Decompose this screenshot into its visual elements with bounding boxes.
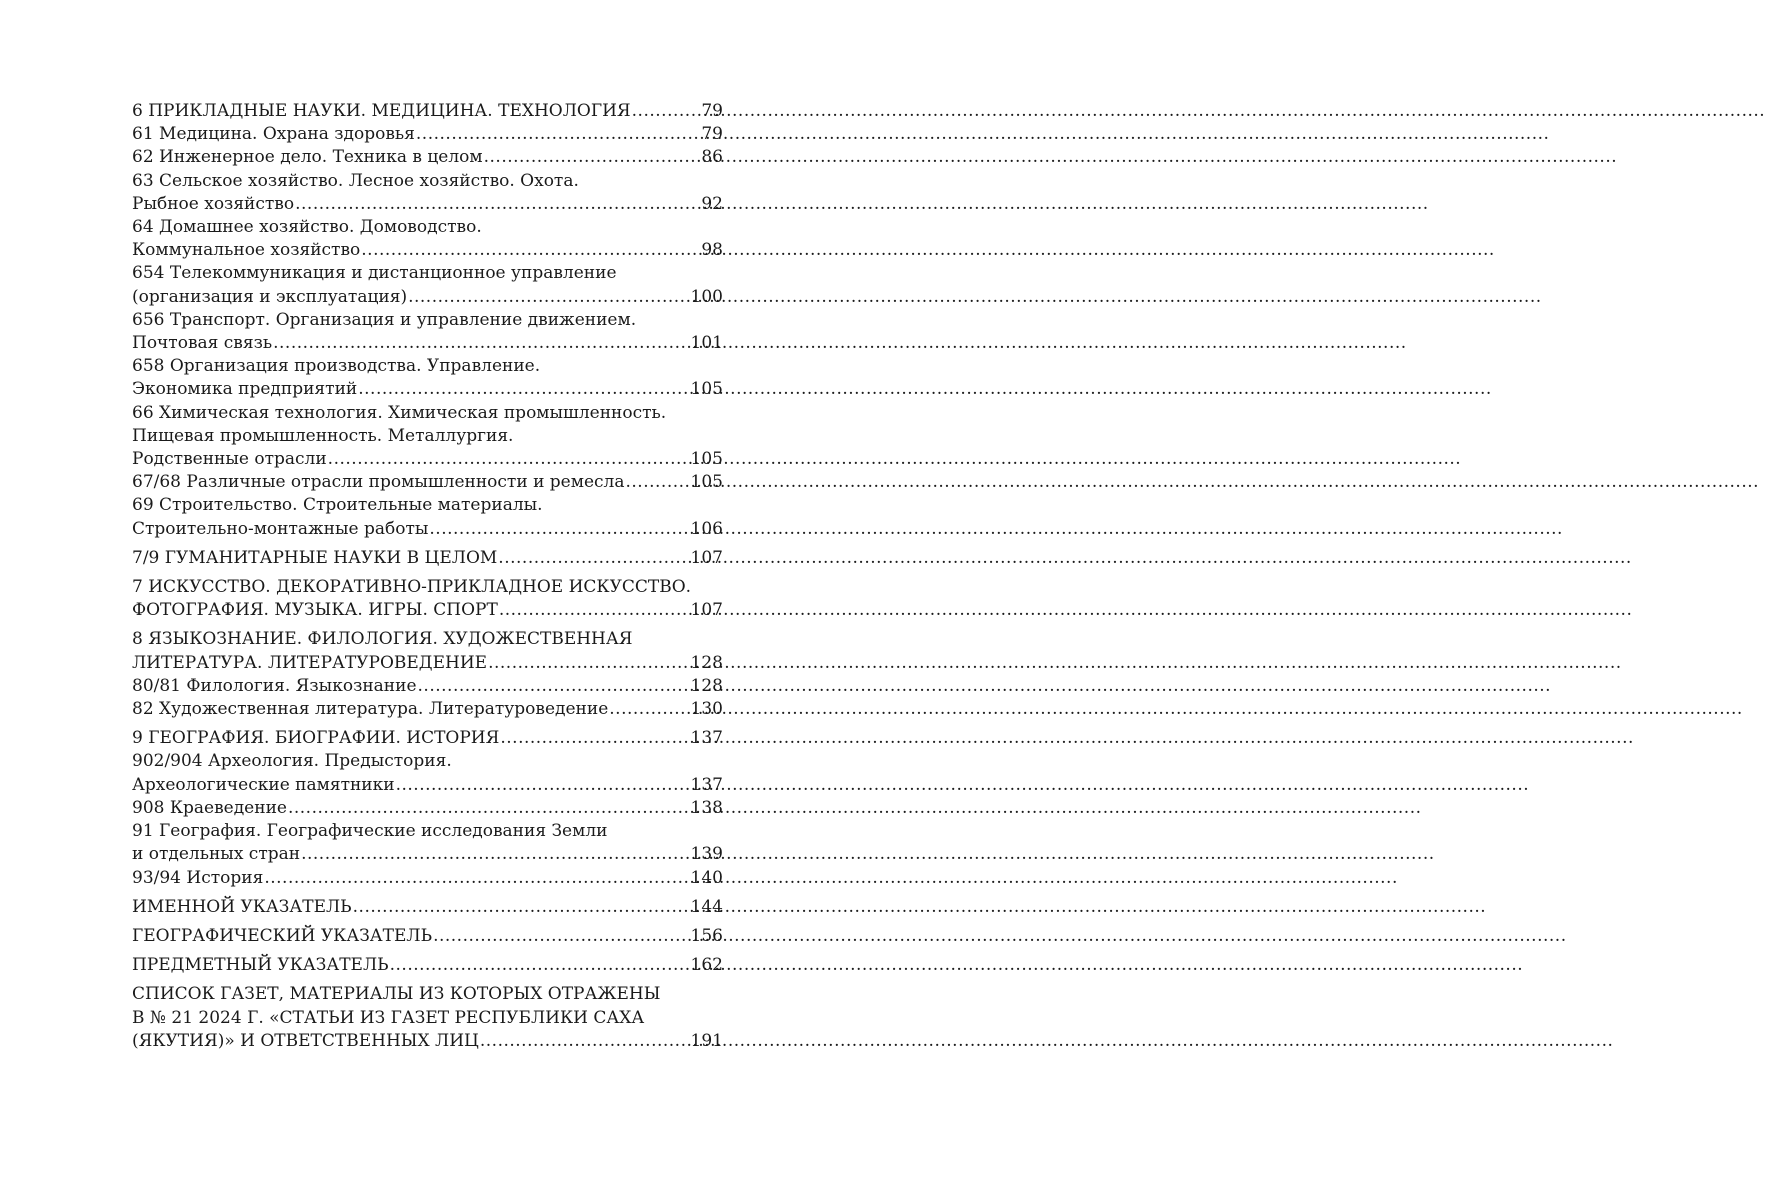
toc-page-number: 79 (701, 101, 723, 121)
toc-entry-line: 69 Строительство. Строительные материалы. (132, 495, 543, 516)
toc-page-number: 107 (690, 547, 723, 568)
toc-entry-line: 63 Сельское хозяйство. Лесное хозяйство. Охота. (132, 170, 579, 191)
toc-page-number: 98 (701, 240, 723, 261)
dot-leader (632, 100, 701, 123)
dot-leader (328, 448, 690, 471)
toc-entry-line (132, 774, 723, 797)
dot-leader (429, 518, 689, 541)
toc-entry-line: 7 ИСКУССТВО. ДЕКОРАТИВНО-ПРИКЛАДНОЕ ИСКУССТВО. (132, 577, 692, 598)
toc-page-number: 191 (690, 1030, 723, 1051)
toc-page-number: 101 (690, 333, 723, 354)
toc-page-number: 105 (690, 449, 723, 470)
toc-page-number: 140 (690, 867, 723, 888)
toc-entry-line (132, 518, 723, 541)
dot-leader (301, 843, 689, 866)
toc-entry-title: и отдельных стран (132, 844, 301, 865)
dot-leader (416, 123, 700, 146)
dot-leader (433, 925, 689, 948)
toc-entry-line (132, 867, 723, 890)
toc-entry (132, 355, 723, 401)
dot-leader (408, 286, 689, 309)
toc-section-entry (132, 896, 723, 919)
toc-entry-title: (ЯКУТИЯ)» И ОТВЕТСТВЕННЫХ ЛИЦ (132, 1030, 479, 1051)
toc-page-number: 105 (690, 379, 723, 400)
toc-entry (132, 750, 723, 796)
toc-entry-title: Родственные отрасли (132, 449, 327, 470)
toc-entry-line (132, 843, 723, 866)
toc-entry (132, 146, 723, 169)
dot-leader (480, 1030, 690, 1053)
toc-page-number: 139 (690, 844, 723, 865)
toc-entry-line (132, 100, 723, 123)
toc-page-number: 137 (690, 774, 723, 795)
toc-page-number: 100 (690, 286, 723, 307)
toc-entry (132, 494, 723, 540)
toc-page-number: 130 (690, 699, 723, 720)
dot-leader (295, 193, 700, 216)
toc-entry-line (132, 286, 723, 309)
dot-leader (500, 727, 689, 750)
toc-entry-line (132, 1030, 723, 1053)
toc-entry (132, 698, 723, 721)
toc-entry-line: В № 21 2024 Г. «СТАТЬИ ИЗ ГАЗЕТ РЕСПУБЛИКИ САХА (132, 1007, 645, 1028)
toc-entry (132, 402, 723, 472)
toc-entry-title: ЛИТЕРАТУРА. ЛИТЕРАТУРОВЕДЕНИЕ (132, 652, 488, 673)
toc-entry-line (132, 599, 723, 622)
toc-entry-title: ПРЕДМЕТНЫЙ УКАЗАТЕЛЬ (132, 955, 389, 976)
table-of-contents (132, 100, 723, 1053)
toc-entry-line (132, 332, 723, 355)
toc-entry-title: 61 Медицина. Охрана здоровья (132, 124, 415, 145)
toc-entry-line: 654 Телекоммуникация и дистанционное управление (132, 263, 617, 284)
toc-entry-title: (организация и эксплуатация) (132, 286, 408, 307)
toc-entry-line: 8 ЯЗЫКОЗНАНИЕ. ФИЛОЛОГИЯ. ХУДОЖЕСТВЕННАЯ (132, 629, 633, 650)
toc-page-number: 86 (701, 147, 723, 168)
toc-entry (132, 797, 723, 820)
toc-section-entry (132, 954, 723, 977)
toc-entry-line: 66 Химическая технология. Химическая промышленность. (132, 402, 667, 423)
toc-entry-title: ИМЕННОЙ УКАЗАТЕЛЬ (132, 896, 352, 917)
dot-leader (626, 471, 690, 494)
dot-leader (353, 896, 690, 919)
toc-entry-title: 7/9 ГУМАНИТАРНЫЕ НАУКИ В ЦЕЛОМ (132, 547, 498, 568)
dot-leader (273, 332, 689, 355)
toc-entry (132, 675, 723, 698)
toc-entry-title: Археологические памятники (132, 774, 395, 795)
toc-entry-title: Почтовая связь (132, 333, 273, 354)
toc-entry (132, 867, 723, 890)
toc-entry-line: 902/904 Археология. Предыстория. (132, 751, 452, 772)
dot-leader (488, 652, 689, 675)
toc-entry-line: 91 География. Географические исследования Земли (132, 821, 608, 842)
dot-leader (418, 675, 690, 698)
toc-entry-line: 64 Домашнее хозяйство. Домоводство. (132, 217, 482, 238)
toc-entry-title: Экономика предприятий (132, 379, 358, 400)
toc-entry-title: Строительно-монтажные работы (132, 518, 429, 539)
toc-page-number: 106 (690, 518, 723, 539)
dot-leader (499, 599, 690, 622)
toc-entry-title: 82 Художественная литература. Литературоведение (132, 699, 609, 720)
toc-entry-line (132, 193, 723, 216)
toc-page-number: 128 (690, 652, 723, 673)
toc-entry-line (132, 239, 723, 262)
toc-page-number: 137 (690, 728, 723, 749)
toc-section-entry (132, 727, 723, 750)
dot-leader (609, 698, 689, 721)
toc-entry-title: ФОТОГРАФИЯ. МУЗЫКА. ИГРЫ. СПОРТ (132, 600, 498, 621)
dot-leader (498, 547, 689, 570)
toc-entry-line (132, 896, 723, 919)
dot-leader (361, 239, 700, 262)
toc-entry-line (132, 146, 723, 169)
toc-entry-line: СПИСОК ГАЗЕТ, МАТЕРИАЛЫ ИЗ КОТОРЫХ ОТРАЖЕНЫ (132, 984, 661, 1005)
toc-entry-title: 9 ГЕОГРАФИЯ. БИОГРАФИИ. ИСТОРИЯ (132, 728, 500, 749)
toc-entry-line: Пищевая промышленность. Металлургия. (132, 425, 514, 446)
toc-entry-title: 67/68 Различные отрасли промышленности и ремесла (132, 472, 625, 493)
toc-entry-line (132, 448, 723, 471)
toc-page-number: 79 (701, 124, 723, 145)
dot-leader (264, 867, 689, 890)
toc-page-number: 138 (690, 797, 723, 818)
toc-entry-title: 6 ПРИКЛАДНЫЕ НАУКИ. МЕДИЦИНА. ТЕХНОЛОГИЯ (132, 101, 631, 121)
dot-leader (484, 146, 701, 169)
toc-entry-title: 62 Инженерное дело. Техника в целом (132, 147, 483, 168)
toc-entry-title: 93/94 История (132, 867, 264, 888)
toc-entry-line: 656 Транспорт. Организация и управление движением. (132, 309, 637, 330)
toc-entry (132, 216, 723, 262)
toc-entry-title: 908 Краеведение (132, 797, 287, 818)
toc-entry (132, 309, 723, 355)
toc-page-number: 144 (690, 896, 723, 917)
toc-entry (132, 471, 723, 494)
toc-entry-line (132, 652, 723, 675)
dot-leader (288, 797, 690, 820)
toc-entry-line (132, 547, 723, 570)
toc-entry-title: ГЕОГРАФИЧЕСКИЙ УКАЗАТЕЛЬ (132, 925, 433, 946)
toc-page-number: 107 (690, 600, 723, 621)
dot-leader (390, 954, 690, 977)
dot-leader (396, 774, 690, 797)
toc-entry-line (132, 797, 723, 820)
toc-entry (132, 262, 723, 308)
toc-entry-line (132, 954, 723, 977)
toc-section-entry (132, 100, 723, 123)
toc-section-entry (132, 547, 723, 570)
toc-entry-title: Рыбное хозяйство (132, 193, 295, 214)
toc-page-number: 156 (690, 925, 723, 946)
toc-entry-line (132, 675, 723, 698)
toc-page-number: 92 (701, 193, 723, 214)
toc-section-entry (132, 983, 723, 1053)
toc-section-entry (132, 628, 723, 674)
document-page (0, 0, 839, 1191)
toc-entry (132, 170, 723, 216)
toc-entry (132, 123, 723, 146)
toc-entry-line (132, 471, 723, 494)
toc-page-number: 105 (690, 472, 723, 493)
toc-entry-line (132, 727, 723, 750)
toc-page-number: 162 (690, 955, 723, 976)
toc-section-entry (132, 576, 723, 622)
toc-entry-line (132, 925, 723, 948)
toc-section-entry (132, 925, 723, 948)
toc-page-number: 128 (690, 675, 723, 696)
toc-entry-title: Коммунальное хозяйство (132, 240, 361, 261)
toc-entry-title: 80/81 Филология. Языкознание (132, 675, 417, 696)
toc-entry (132, 820, 723, 866)
toc-entry-line (132, 123, 723, 146)
toc-entry-line (132, 698, 723, 721)
dot-leader (358, 378, 689, 401)
toc-entry-line: 658 Организация производства. Управление. (132, 356, 541, 377)
toc-entry-line (132, 378, 723, 401)
